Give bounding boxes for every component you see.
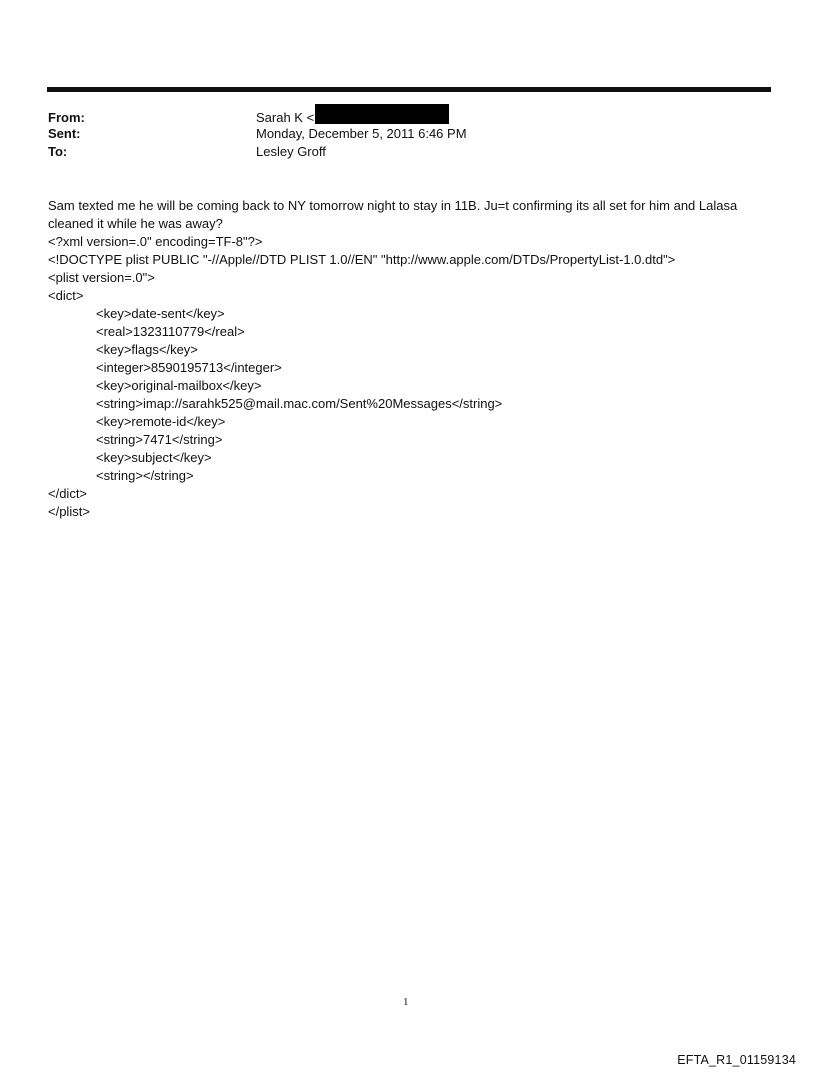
from-value bbox=[256, 107, 449, 127]
dict-line: <key>flags</key> bbox=[96, 342, 198, 357]
dict-close: </dict> bbox=[48, 486, 88, 501]
plist-close: </plist> bbox=[48, 504, 90, 519]
from-sender: Sarah K < bbox=[256, 109, 315, 125]
page-number: 1 bbox=[403, 996, 409, 1008]
body-paragraph-line: cleaned it while he was away? bbox=[48, 216, 223, 231]
bates-number: EFTA_R1_01159134 bbox=[677, 1053, 796, 1067]
dict-line: <real>1323110779</real> bbox=[96, 324, 245, 339]
plist-open: <plist version=.0"> bbox=[48, 270, 155, 285]
dict-open: <dict> bbox=[48, 288, 84, 303]
to-row bbox=[48, 144, 768, 163]
header-divider bbox=[47, 87, 771, 92]
dict-line: <key>original-mailbox</key> bbox=[96, 378, 262, 393]
sent-row bbox=[48, 126, 768, 145]
body-paragraph-line: Sam texted me he will be coming back to NY tomorrow night to stay in 11B. Ju=t confirming its all set for him and Lalasa bbox=[48, 198, 738, 213]
redaction-box bbox=[315, 104, 449, 124]
sent-value: Monday, December 5, 2011 6:46 PM bbox=[256, 125, 467, 141]
xml-declaration: <?xml version=.0" encoding=TF-8"?> bbox=[48, 234, 263, 249]
dict-line: <key>date-sent</key> bbox=[96, 306, 225, 321]
doctype-line: <!DOCTYPE plist PUBLIC "-//Apple//DTD PLIST 1.0//EN" "http://www.apple.com/DTDs/PropertyList-1.0.dtd"> bbox=[48, 252, 676, 267]
email-header bbox=[48, 107, 768, 163]
dict-line: <key>remote-id</key> bbox=[96, 414, 226, 429]
dict-line: <string>imap://sarahk525@mail.mac.com/Sent%20Messages</string> bbox=[96, 396, 503, 411]
to-label: To: bbox=[48, 144, 68, 159]
sent-label: Sent: bbox=[48, 125, 81, 141]
dict-line: <string>7471</string> bbox=[96, 432, 223, 447]
email-body bbox=[48, 197, 778, 521]
dict-line: <string></string> bbox=[96, 468, 194, 483]
to-value: Lesley Groff bbox=[256, 144, 326, 159]
dict-line: <integer>8590195713</integer> bbox=[96, 360, 282, 375]
from-label: From: bbox=[48, 109, 85, 125]
dict-line: <key>subject</key> bbox=[96, 450, 212, 465]
from-row bbox=[48, 107, 768, 126]
